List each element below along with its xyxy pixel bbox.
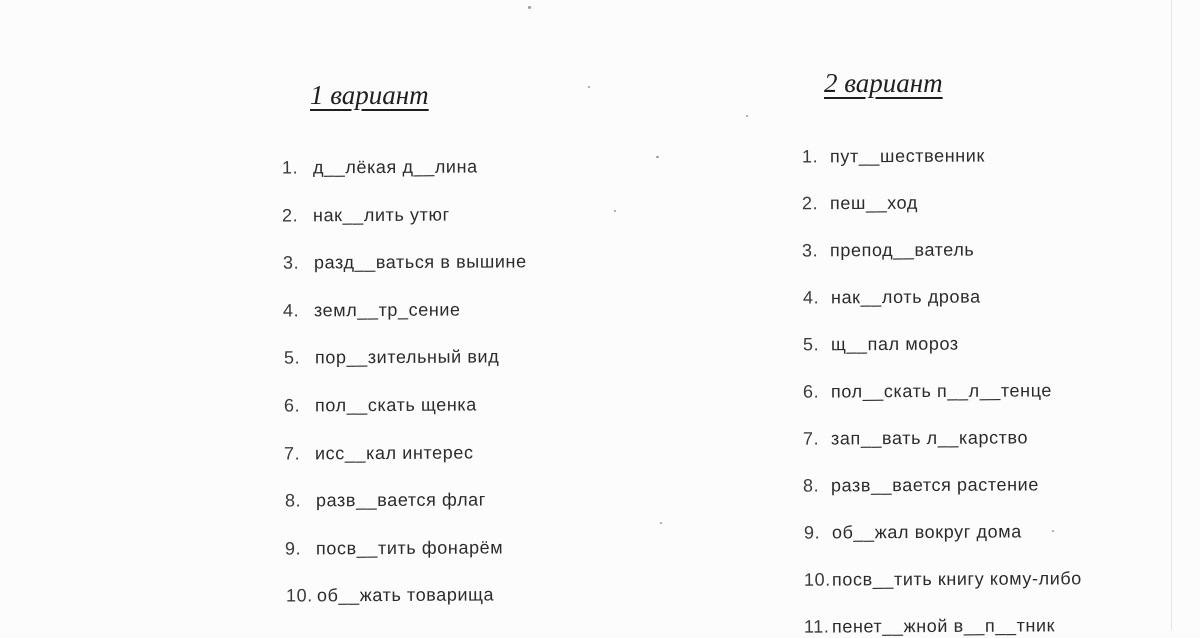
- item-number: 9.: [285, 538, 302, 559]
- item-number: 10.: [803, 569, 831, 590]
- item-text: разв__вается флаг: [315, 489, 486, 511]
- item-number: 5.: [802, 334, 820, 355]
- item-text: препод__ватель: [830, 239, 975, 261]
- scan-speck: [1052, 530, 1054, 532]
- scan-speck: [746, 115, 748, 117]
- item-number: 10.: [285, 585, 313, 606]
- exercise-item: [285, 537, 503, 559]
- item-text: об__жать товарища: [316, 584, 494, 606]
- item-number: 4.: [802, 287, 819, 308]
- item-number: 3.: [802, 240, 819, 261]
- item-text: пол__скать щенка: [314, 394, 477, 416]
- item-text: об__жал вокруг дома: [831, 521, 1022, 543]
- item-number: 5.: [283, 347, 300, 368]
- exercise-item: [283, 252, 527, 274]
- item-number: 2.: [802, 193, 819, 214]
- scan-speck: [660, 522, 662, 524]
- exercise-item: [803, 427, 1028, 449]
- item-number: 11.: [803, 616, 830, 637]
- item-text: посв__тить книгу кому-либо: [831, 568, 1082, 590]
- item-number: 2.: [282, 204, 299, 226]
- item-text: д__лёкая д__лина: [312, 156, 478, 178]
- item-number: 4.: [283, 300, 300, 321]
- exercise-item: [802, 193, 918, 215]
- exercise-item: [283, 299, 461, 321]
- exercise-item: [802, 146, 985, 168]
- exercise-item: [284, 442, 474, 464]
- variant-2-heading: 2 вариант: [824, 68, 943, 98]
- exercise-item: [804, 568, 1082, 590]
- scan-speck: [614, 210, 616, 212]
- item-text: разд__ваться в вышине: [313, 251, 527, 273]
- page-edge-line: [1171, 0, 1172, 630]
- item-number: 7.: [284, 443, 301, 464]
- exercise-item: [802, 240, 974, 262]
- item-text: нак__лоть дрова: [830, 286, 981, 308]
- item-text: нак__лить утюг: [313, 204, 451, 225]
- exercise-item: [803, 287, 981, 309]
- scan-speck: [528, 6, 531, 9]
- item-text: пеш__ход: [830, 192, 919, 214]
- item-text: исс__кал интерес: [315, 442, 474, 463]
- exercise-item: [804, 521, 1022, 543]
- item-number: 9.: [803, 522, 820, 543]
- item-number: 6.: [283, 395, 301, 416]
- item-text: посв__тить фонарём: [316, 537, 504, 559]
- item-number: 8.: [803, 475, 820, 496]
- item-text: разв__вается растение: [831, 474, 1040, 496]
- exercise-item: [803, 334, 959, 356]
- item-number: 6.: [802, 381, 820, 402]
- exercise-item: [804, 615, 1055, 637]
- item-text: пор__зительный вид: [314, 346, 499, 368]
- item-text: зап__вать л__карство: [831, 427, 1029, 449]
- item-number: 1.: [801, 146, 819, 167]
- item-text: пенет__жной в__п__тник: [831, 615, 1056, 637]
- exercise-item: [282, 156, 478, 178]
- variant-1-heading: 1 вариант: [310, 80, 429, 110]
- item-text: земл__тр_сение: [314, 299, 461, 321]
- item-number: 8.: [284, 490, 302, 511]
- exercise-item: [803, 474, 1039, 496]
- scan-speck: [588, 86, 590, 88]
- item-number: 3.: [282, 252, 300, 273]
- exercise-item: [284, 347, 499, 369]
- scan-speck: [656, 156, 659, 158]
- item-text: щ__пал мороз: [830, 333, 959, 355]
- item-text: пол__скать п__л__тенце: [830, 380, 1053, 402]
- exercise-item: [282, 204, 450, 226]
- item-number: 1.: [281, 157, 299, 178]
- exercise-item: [803, 380, 1052, 402]
- exercise-item: [286, 585, 494, 607]
- item-text: пут__шественник: [829, 145, 985, 167]
- item-number: 7.: [803, 428, 820, 449]
- exercise-item: [285, 490, 486, 512]
- exercise-item: [284, 394, 477, 416]
